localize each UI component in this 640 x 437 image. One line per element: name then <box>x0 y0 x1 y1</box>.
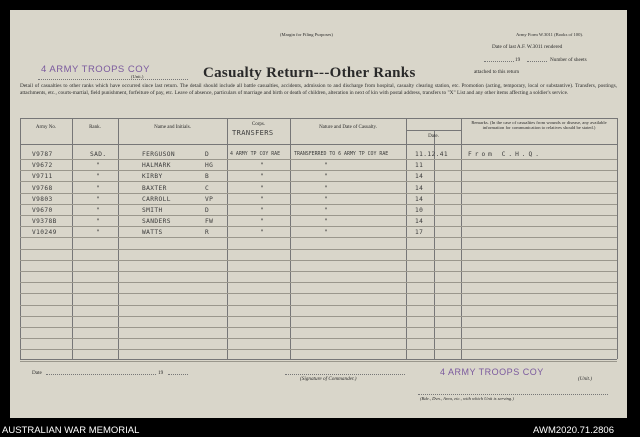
date-label: Date <box>32 370 42 376</box>
header-date: Date. <box>428 134 439 139</box>
caption-right: AWM2020.71.2806 <box>533 425 614 436</box>
cell-initial: FW <box>205 218 214 226</box>
instructions: Detail of casualties to other ranks which have occurred since last return. The detail should include all battle casualties, accidents, admission to and discharge from hospital, casualty clearing station, etc. Promotion (acting, temporary, local or substantive). Transfers, postings, attachments, etc., courts-martial, field punishment, forfeiture of pay, etc. Leave of absence, particulars of marriage and birth or death of children, alteration in next of kin with postal address, transfers to "X" List and any other items affecting a soldier's service. <box>20 83 617 96</box>
cell-nature: " <box>324 229 329 237</box>
cell-date: 10 <box>415 207 424 214</box>
margin-note: (Margin for Filing Purposes) <box>280 32 333 37</box>
cell-initial: D <box>205 207 210 214</box>
unit-stamp: 4 ARMY TROOPS COY <box>41 64 150 75</box>
caption-bar <box>0 424 640 437</box>
cell-army-no: V9672 <box>32 162 53 170</box>
cell-nature: " <box>324 195 329 203</box>
casualty-return-form <box>10 10 627 418</box>
cell-nature: " <box>324 218 329 226</box>
cell-initial: VP <box>205 195 214 203</box>
year-prefix: 19 <box>515 57 521 63</box>
num-sheets-label: Number of sheets <box>550 57 587 63</box>
cell-corps: 4 ARMY TP COY RAE <box>230 151 281 157</box>
cell-initial: D <box>205 151 210 158</box>
cell-army-no: V9803 <box>32 195 53 203</box>
cell-corps: " <box>260 207 265 214</box>
cell-army-no: V9670 <box>32 207 53 214</box>
cell-rank: " <box>96 184 101 192</box>
cell-surname: SANDERS <box>142 218 171 226</box>
header-corps: Corps. <box>251 122 266 127</box>
cell-corps: " <box>260 218 265 226</box>
cell-date: 11.12.41 <box>415 151 449 158</box>
cell-rank: " <box>96 162 101 170</box>
cell-corps: " <box>260 184 265 192</box>
cell-date: 14 <box>415 173 424 181</box>
cell-initial: C <box>205 184 210 192</box>
cell-rank: " <box>96 229 101 237</box>
header-name: Name and Initials. <box>154 125 191 130</box>
cell-date: 14 <box>415 184 424 192</box>
date-last-label: Date of last A.F. W.3011 rendered <box>492 44 563 50</box>
cell-surname: KIRBY <box>142 173 163 181</box>
cell-initial: HG <box>205 162 214 170</box>
cell-rank: " <box>96 195 101 203</box>
header-rank: Rank. <box>89 125 101 130</box>
cell-surname: SMITH <box>142 207 163 214</box>
signature-label: (Signature of Commander.) <box>300 376 357 382</box>
cell-rank: " <box>96 218 101 226</box>
cell-surname: BAXTER <box>142 184 167 192</box>
cell-date: 14 <box>415 195 424 203</box>
cell-nature: " <box>324 184 329 192</box>
cell-nature: " <box>324 162 329 170</box>
cell-corps: " <box>260 162 265 170</box>
cell-surname: CARROLL <box>142 195 171 203</box>
unit-suffix: (Unit.) <box>131 74 144 79</box>
header-remarks: Remarks. (In the case of casualties from wounds or disease, any available information for communication to relatives should be stated.) <box>471 120 607 131</box>
footer-year-prefix: 19 <box>158 370 164 376</box>
attached-label: attached to this return <box>474 69 520 75</box>
cell-nature: " <box>324 173 329 181</box>
cell-corps: " <box>260 229 265 237</box>
header-nature: Nature and Date of Casualty. <box>319 125 377 130</box>
cell-rank: " <box>96 207 101 214</box>
cell-rank: " <box>96 173 101 181</box>
cell-surname: HALMARK <box>142 162 171 170</box>
cell-surname: FERGUSON <box>142 151 176 158</box>
caption-left: AUSTRALIAN WAR MEMORIAL <box>2 425 140 436</box>
cell-nature: TRANSFERRED TO 6 ARMY TP COY RAE <box>294 151 389 157</box>
page-title: Casualty Return---Other Ranks <box>203 65 416 81</box>
footer-unit-suffix: (Unit.) <box>578 376 592 382</box>
cell-initial: R <box>205 229 210 237</box>
cell-army-no: V9378B <box>32 218 57 226</box>
cell-army-no: V10249 <box>32 229 57 237</box>
corps-transfers-stamp: TRANSFERS <box>232 129 274 137</box>
header-army-no: Army No. <box>35 125 57 130</box>
cell-rank: SAD. <box>90 151 107 158</box>
cell-surname: WATTS <box>142 229 163 237</box>
cell-corps: " <box>260 173 265 181</box>
cell-army-no: V9787 <box>32 151 53 158</box>
cell-date: 11 <box>415 162 424 170</box>
footer-unit-stamp: 4 ARMY TROOPS COY <box>440 367 544 377</box>
cell-date: 17 <box>415 229 424 237</box>
cell-initial: B <box>205 173 210 181</box>
bde-note: (Bde., Dvn., Area, etc., with which Unit is serving.) <box>420 396 514 401</box>
cell-corps: " <box>260 195 265 203</box>
cell-army-no: V9768 <box>32 184 53 192</box>
cell-army-no: V9711 <box>32 173 53 181</box>
cell-nature: " <box>324 207 329 214</box>
cell-remarks: From C.H.Q. <box>468 151 542 158</box>
cell-date: 14 <box>415 218 424 226</box>
form-id: Army Form W.3011 (Books of 100). <box>516 32 584 37</box>
